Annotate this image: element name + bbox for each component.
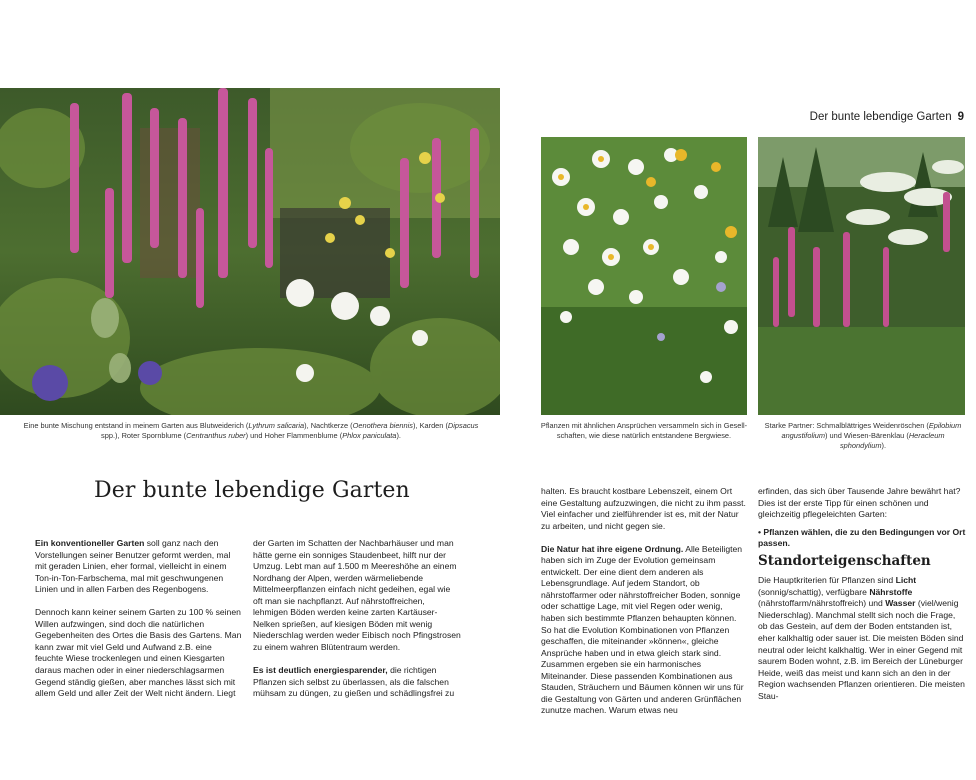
paragraph: der Garten im Schatten der Nachbarhäuser und man hätte gerne ein sonniges Staudenbeet, hilft nur der Umzug. Lebt man auf 1.500 m Meereshöhe an einem Nordhang der Alpen, werden wärmeliebende Mittelmeerpflanzen einfach nicht gedeihen, egal wie oft man sie nachpflanzt. Auf nährstoffreichen, lehmigen Böden werden keine zarten Kartäuser-Nelken sprießen, auf kiesigen Böden mit wenig Niederschlag werden weder Eibisch noch Pfingstrosen zu einem wahren Blütentraum werden.	[253, 538, 461, 652]
text-column-2	[253, 538, 462, 711]
chapter-title: Der bunte lebendige Garten	[94, 478, 410, 503]
photo-willowherb-hogweed	[758, 137, 965, 415]
page-number: 9	[957, 111, 964, 123]
photo-garden-mix	[0, 88, 500, 415]
running-header	[810, 111, 964, 123]
paragraph: Ein konventioneller Garten soll ganz nach den Vorstellungen seiner Benutzer geformt werden, mal mit geraden Linien, eher formal, vielleicht in einem Ton-in-Ton-Farbschema, mal mit geschwungenen Linien und in allen Farben des Regenbogens.	[35, 538, 231, 595]
section-heading: Standorteigenschaften	[758, 552, 931, 569]
photo-mountain-meadow	[541, 137, 747, 415]
paragraph: Dennoch kann keiner seinem Garten zu 100 % seinen Willen aufzwingen, sind doch die natürlichen Gegebenheiten des Ortes die Basis des Gartens. Man kann zwar mit viel Geld und Aufwand z.B. eine feuchte Wiese trockenlegen und einen Kiesgarten daraus machen oder in einer niederschlagsarmen Gegend ständig gießen, aber manches lässt sich mit allem Geld und aller Zeit der Welt nicht ändern. Liegt	[35, 607, 242, 699]
text-column-4	[758, 486, 966, 714]
running-title: Der bunte lebendige Garten	[809, 111, 952, 123]
caption-willowherb: Starke Partner: Schmalblättriges Weidenröschen (Epilobium angustifolium) und Wiesen-Bärenklau (Heracleum sphondylium).	[764, 421, 962, 450]
caption-mountain-meadow: Pflanzen mit ähnlichen Ansprüchen versammeln sich in Gesell- schaften, wie diese natürlich entstandene Bergwiese.	[540, 421, 748, 440]
paragraph: Die Hauptkriterien für Pflanzen sind Licht (sonnig/schattig), verfügbare Nährstoffe (nährstoffarm/nährstoffreich) und Wasser (viel/wenig Niederschlag). Manchmal stellt sich noch die Frage, ob das Gestein, auf dem der Boden entstanden ist, eher kalkhaltig oder sauer ist. Die meisten Böden sind neutral oder leicht kalkhaltig. Wer in einer Gegend mit saurem Boden wohnt, z.B. im Bereich der Lüneburger Heide, weiß das meist und kann sich an den in der Region wachsenden Pflanzen orientieren. Die meisten Stau-	[758, 575, 965, 701]
text-column-1	[35, 538, 242, 711]
paragraph: erfinden, das sich über Tausende Jahre bewährt hat? Dies ist der erste Tipp für einen schönen und gleichzeitig pflegeleichten Garten:	[758, 486, 961, 520]
text-column-3	[541, 486, 748, 728]
paragraph: halten. Es braucht kostbare Lebenszeit, einem Ort eine Gestaltung aufzuzwingen, die nicht zu ihm passt. Viel einfacher und zielführender ist es, mit der Natur zu arbeiten, und nicht gegen sie.	[541, 486, 746, 531]
paragraph: Die Natur hat ihre eigene Ordnung. Alle Beteiligten haben sich im Zuge der Evolution gemeinsam entwickelt. Der eine dient dem anderen als Lebensgrundlage. Auf jedem Standort, ob nährstoffarmer oder nährstoffreicher Boden, sonnige oder schattige Lage, mit viel Regen oder wenig, haben sich bestimmte Pflanzen behaupten können. So hat die Evolution Kombinationen von Pflanzen geschaffen, die miteinander »können«, gleiche Ansprüche haben und in etwa gleich stark sind. Zusammen ergeben sie ein harmonisches Miteinander. Diese passenden Kombinationen aus Stauden, Sträuchern und Bäumen können wir uns für die Gestaltung von Gärten und anderen Grünflächen zunutze machen. Warum etwas neu	[541, 543, 744, 716]
paragraph: Es ist deutlich energiesparender, die richtigen Pflanzen sich selbst zu überlassen, als die falschen mühsam zu düngen, zu gießen und schädlingsfrei zu	[253, 664, 455, 699]
tip-bullet: • Pflanzen wählen, die zu den Bedingungen vor Ort passen.	[758, 526, 966, 549]
caption-garden-mix: Eine bunte Mischung entstand in meinem Garten aus Blutweiderich (Lythrum salicaria), Nachtkerze (Oenothera biennis), Karden (Dipsacus spp.), Roter Spornblume (Centranthus ruber) und Hoher Flammenblume (Phlox paniculata).	[23, 421, 479, 440]
